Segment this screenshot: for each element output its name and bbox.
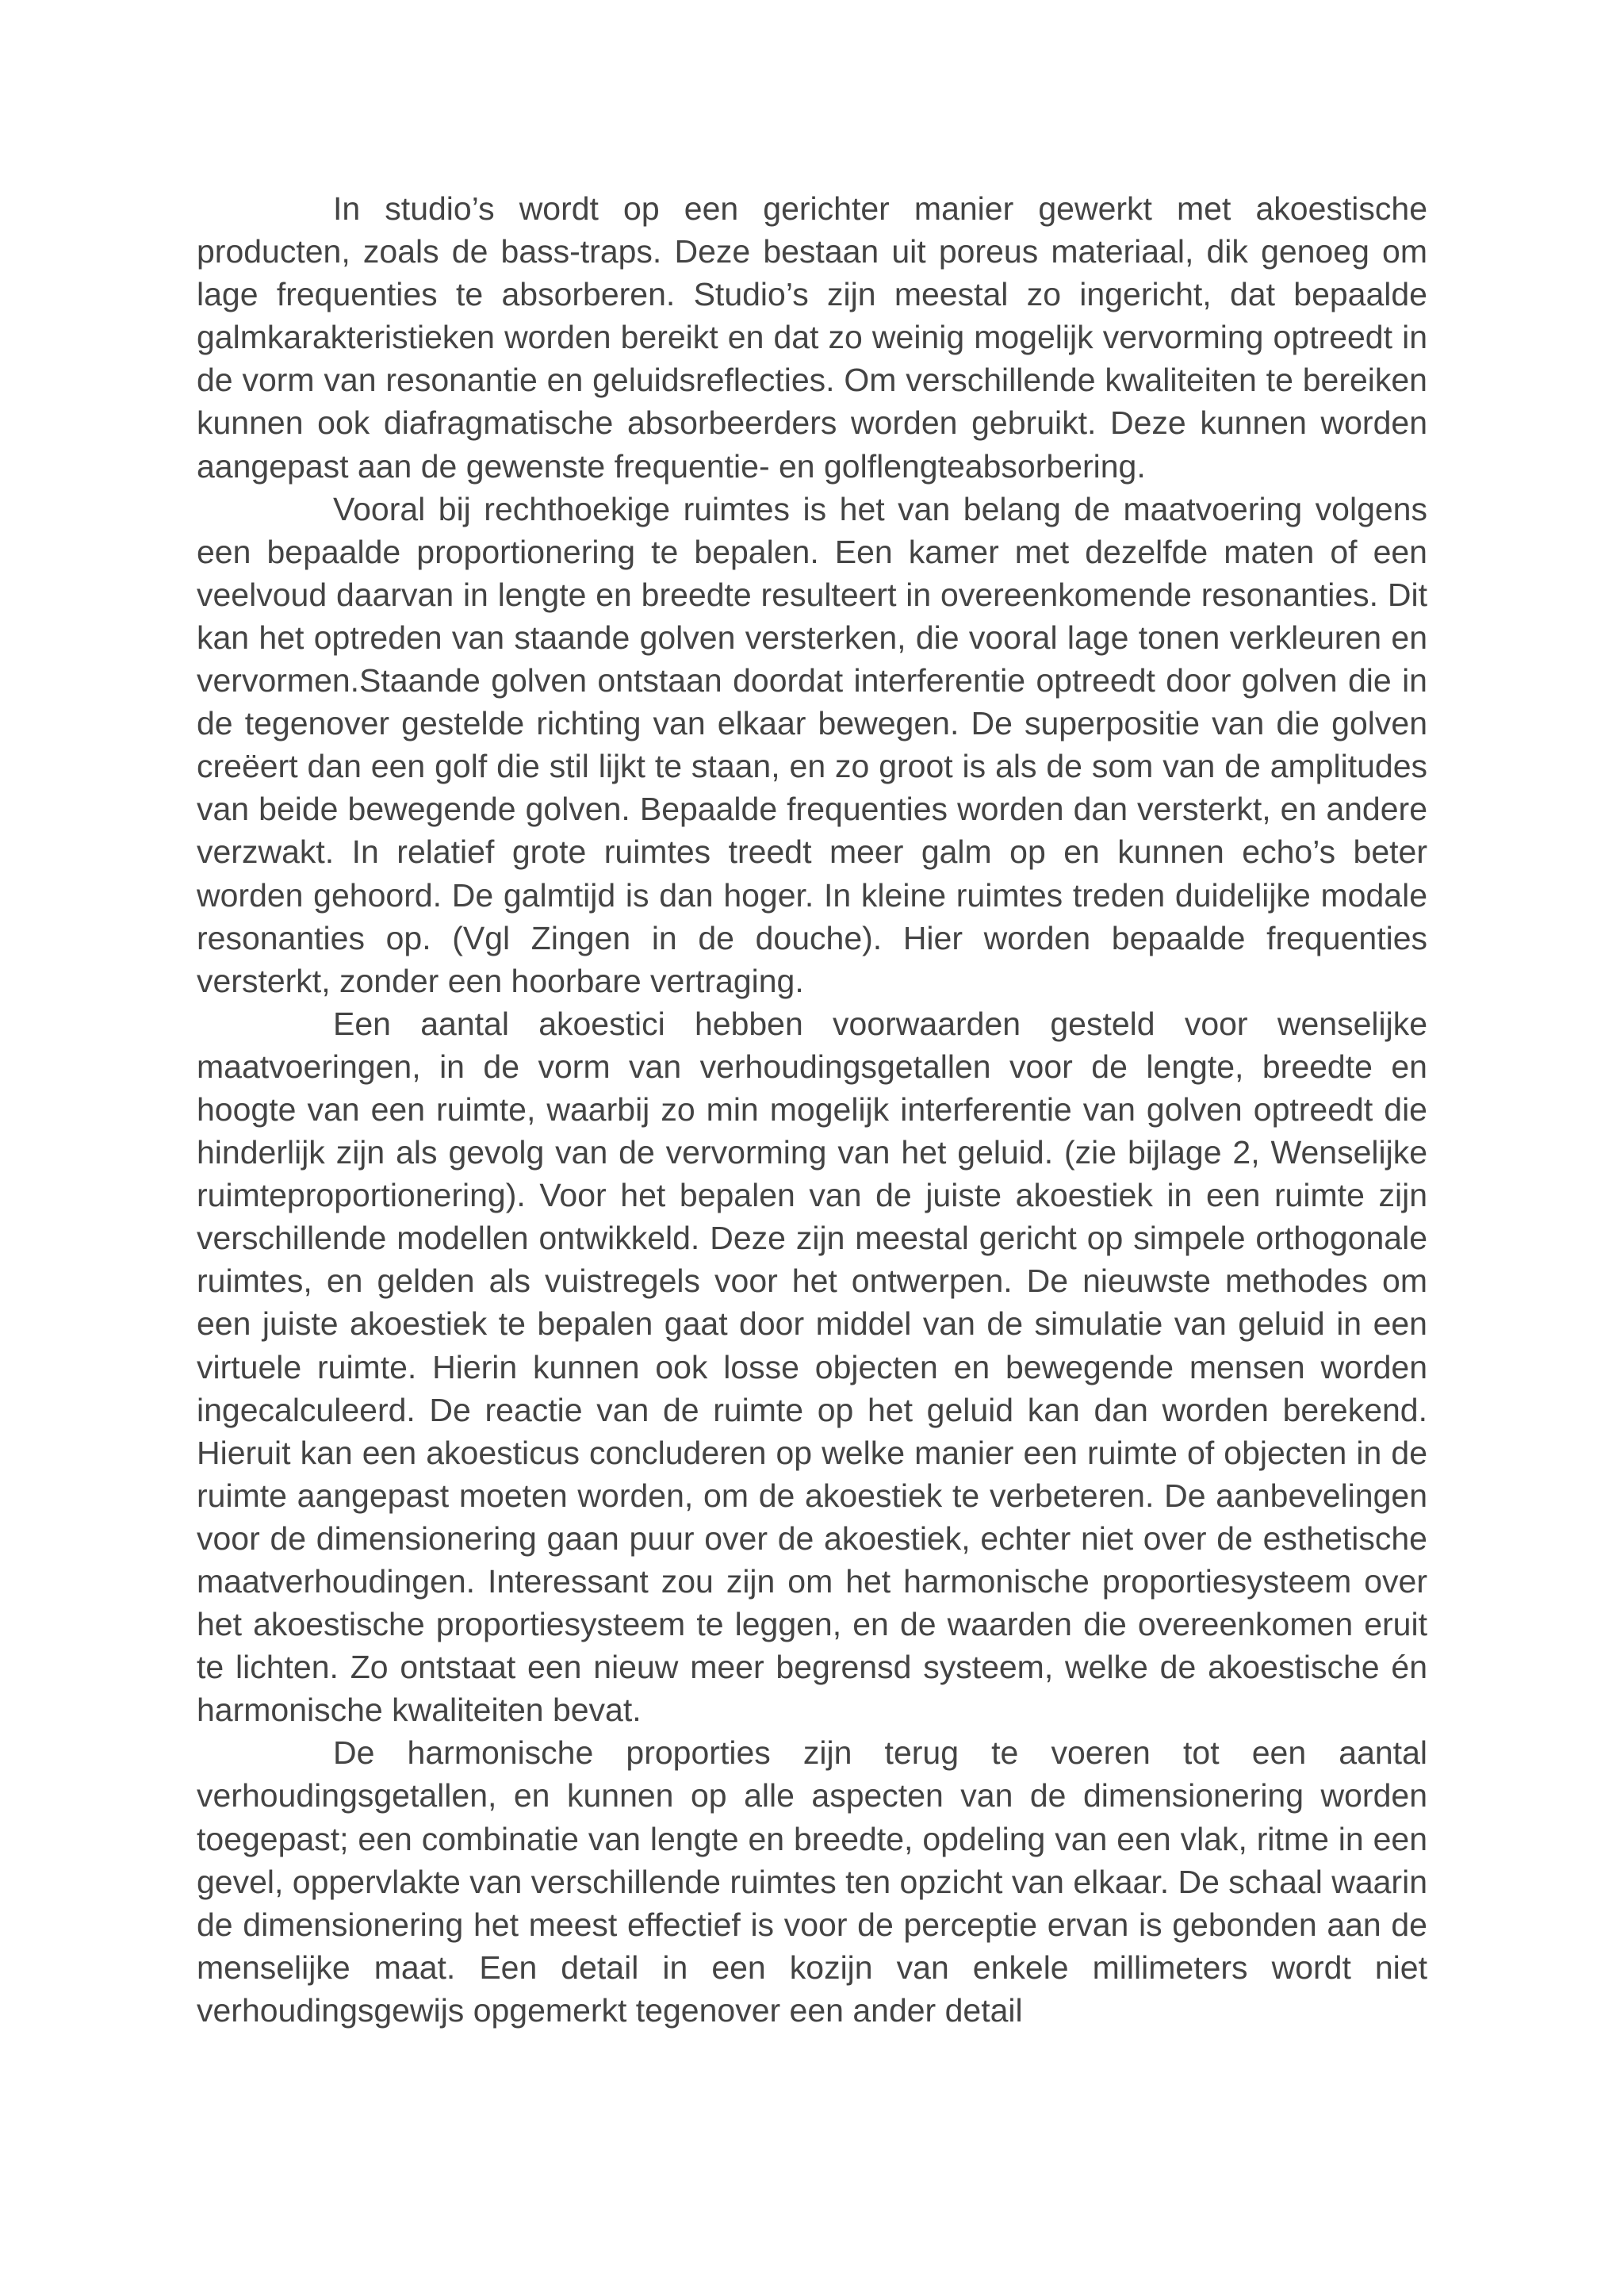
paragraph-harmonic-proportions: De harmonische proporties zijn terug te voeren tot een aantal verhoudingsgetallen, en kunnen op alle aspecten van de dimensionering worden toegepast; een combinatie van lengte en breedte, opdeling van een vlak, ritme in een gevel, oppervlakte van verschillende ruimtes ten opzicht van elkaar. De schaal waarin de dimensionering het meest effectief is voor de perceptie ervan is gebonden aan de menselijke maat. Een detail in een kozijn van enkele millimeters wordt niet verhoudingsgewijs opgemerkt tegenover een ander detail: [197, 1734, 1427, 2029]
paragraph-rectangular-rooms: Vooral bij rechthoekige ruimtes is het van belang de maatvoering volgens een bepaalde proportionering te bepalen. Een kamer met dezelfde maten of een veelvoud daarvan in lengte en breedte resulteert in overeenkomende resonanties. Dit kan het optreden van staande golven versterken, die vooral lage tonen verkleuren en vervormen.Staande golven ontstaan doordat interferentie optreedt door golven die in de tegenover gestelde richting van elkaar bewegen. De superpositie van die golven creëert dan een golf die stil lijkt te staan, en zo groot is als de som van de amplitudes van beide bewegende golven. Bepaalde frequenties worden dan versterkt, en andere verzwakt. In relatief grote ruimtes treedt meer galm op en kunnen echo’s beter worden gehoord. De galmtijd is dan hoger. In kleine ruimtes treden duidelijke modale resonanties op. (Vgl Zingen in de douche). Hier worden bepaalde frequenties versterkt, zonder een hoorbare vertraging.: [197, 490, 1427, 999]
document-page: [197, 187, 1427, 2032]
paragraph-acousticians-proportions: Een aantal akoestici hebben voorwaarden gesteld voor wenselijke maatvoeringen, in de vorm van verhoudingsgetallen voor de lengte, breedte en hoogte van een ruimte, waarbij zo min mogelijk interferentie van golven optreedt die hinderlijk zijn als gevolg van de vervorming van het geluid. (zie bijlage 2, Wenselijke ruimteproportionering). Voor het bepalen van de juiste akoestiek in een ruimte zijn verschillende modellen ontwikkeld. Deze zijn meestal gericht op simpele orthogonale ruimtes, en gelden als vuistregels voor het ontwerpen. De nieuwste methodes om een juiste akoestiek te bepalen gaat door middel van de simulatie van geluid in een virtuele ruimte. Hierin kunnen ook losse objecten en bewegende mensen worden ingecalculeerd. De reactie van de ruimte op het geluid kan dan worden berekend. Hieruit kan een akoesticus concluderen op welke manier een ruimte of objecten in de ruimte aangepast moeten worden, om de akoestiek te verbeteren. De aanbevelingen voor de dimensionering gaan puur over de akoestiek, echter niet over de esthetische maatverhoudingen. Interessant zou zijn om het harmonische proportiesysteem over het akoestische proportiesysteem te leggen, en de waarden die overeenkomen eruit te lichten. Zo ontstaat een nieuw meer begrensd systeem, welke de akoestische én harmonische kwaliteiten bevat.: [197, 1005, 1427, 1729]
paragraph-studio-acoustics: In studio’s wordt op een gerichter manier gewerkt met akoestische producten, zoals de bass-traps. Deze bestaan uit poreus materiaal, dik genoeg om lage frequenties te absorberen. Studio’s zijn meestal zo ingericht, dat bepaalde galmkarakteristieken worden bereikt en dat zo weinig mogelijk vervorming optreedt in de vorm van resonantie en geluidsreflecties. Om verschillende kwaliteiten te bereiken kunnen ook diafragmatische absorbeerders worden gebruikt. Deze kunnen worden aangepast aan de gewenste frequentie- en golflengteabsorbering.: [197, 190, 1427, 485]
